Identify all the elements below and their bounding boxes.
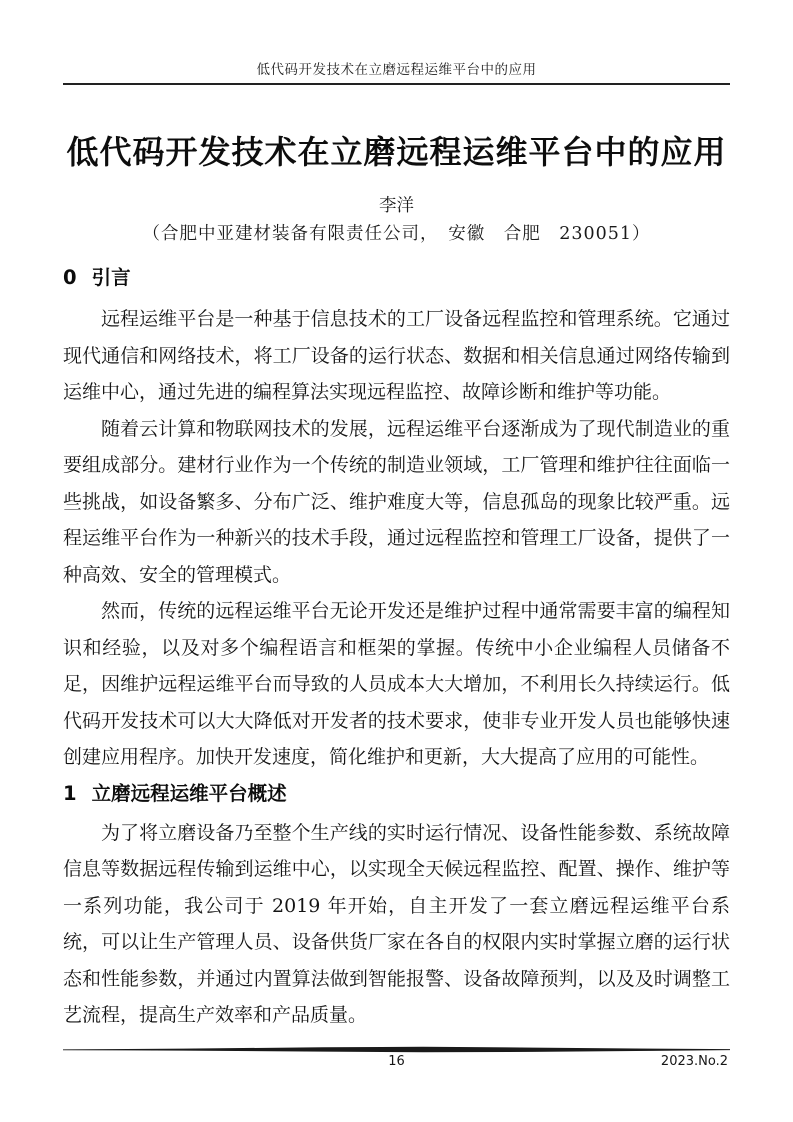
paragraph: 随着云计算和物联网技术的发展，远程运维平台逐渐成为了现代制造业的重要组成部分。建材行业作为一个传统的制造业领域，工厂管理和维护往往面临一些挑战，如设备繁多、分布广泛、维护难度大等，信息孤岛的现象比较严重。远程运维平台作为一种新兴的技术手段，通过远程监控和管理工厂设备，提供了一种高效、安全的管理模式。 [63,417,730,586]
author-affiliation: （合肥中亚建材装备有限责任公司， 安徽 合肥 230051） [142,224,651,244]
section-platform-overview [63,779,730,1034]
footer-row [63,1054,730,1069]
paragraph: 然而，传统的远程运维平台无论开发还是维护过程中通常需要丰富的编程知识和经验，以及对多个编程语言和框架的掌握。传统中小企业编程人员储备不足，因维护远程运维平台而导致的人员成本大大增加，不利用长久持续运行。低代码开发技术可以大大降低对开发者的技术要求，使非专业开发人员也能够快速创建应用程序。加快开发速度，简化维护和更新，大大提高了应用的可能性。 [63,600,730,768]
page-number: 16 [388,1054,405,1069]
section-introduction [63,263,730,776]
article-title: 低代码开发技术在立磨远程运维平台中的应用 [66,133,727,171]
section-heading-1 [63,779,730,809]
issue-label: 2023.No.2 [660,1054,728,1069]
header-rule [63,83,730,85]
section-title-text: 立磨远程运维平台概述 [91,781,287,805]
section-number: 0 [63,266,77,289]
page-footer [63,1046,730,1069]
running-header [63,0,730,78]
author-name: 李洋 [379,196,414,216]
footer-rule [63,1046,730,1053]
section-heading-0 [63,263,730,293]
section-number: 1 [63,781,77,805]
paragraph: 为了将立磨设备乃至整个生产线的实时运行情况、设备性能参数、系统故障信息等数据远程传输到运维中心，以实现全天候远程监控、配置、操作、维护等一系列功能，我公司于 2019 年开始，自主开发了一套立磨远程运维平台系统，可以让生产管理人员、设备供货厂家在各自的权限内实时掌握立磨的运行状态和性能参数，并通过内置算法做到智能报警、设备故障预判，以及及时调整工艺流程，提高生产效率和产品质量。 [63,821,730,1026]
running-header-title: 低代码开发技术在立磨远程运维平台中的应用 [256,62,537,78]
paragraph: 远程运维平台是一种基于信息技术的工厂设备远程监控和管理系统。它通过现代通信和网络技术，将工厂设备的运行状态、数据和相关信息通过网络传输到运维中心，通过先进的编程算法实现远程监控、故障诊断和维护等功能。 [63,308,730,403]
document-page [63,0,730,1034]
section-title-text: 引言 [91,266,131,289]
